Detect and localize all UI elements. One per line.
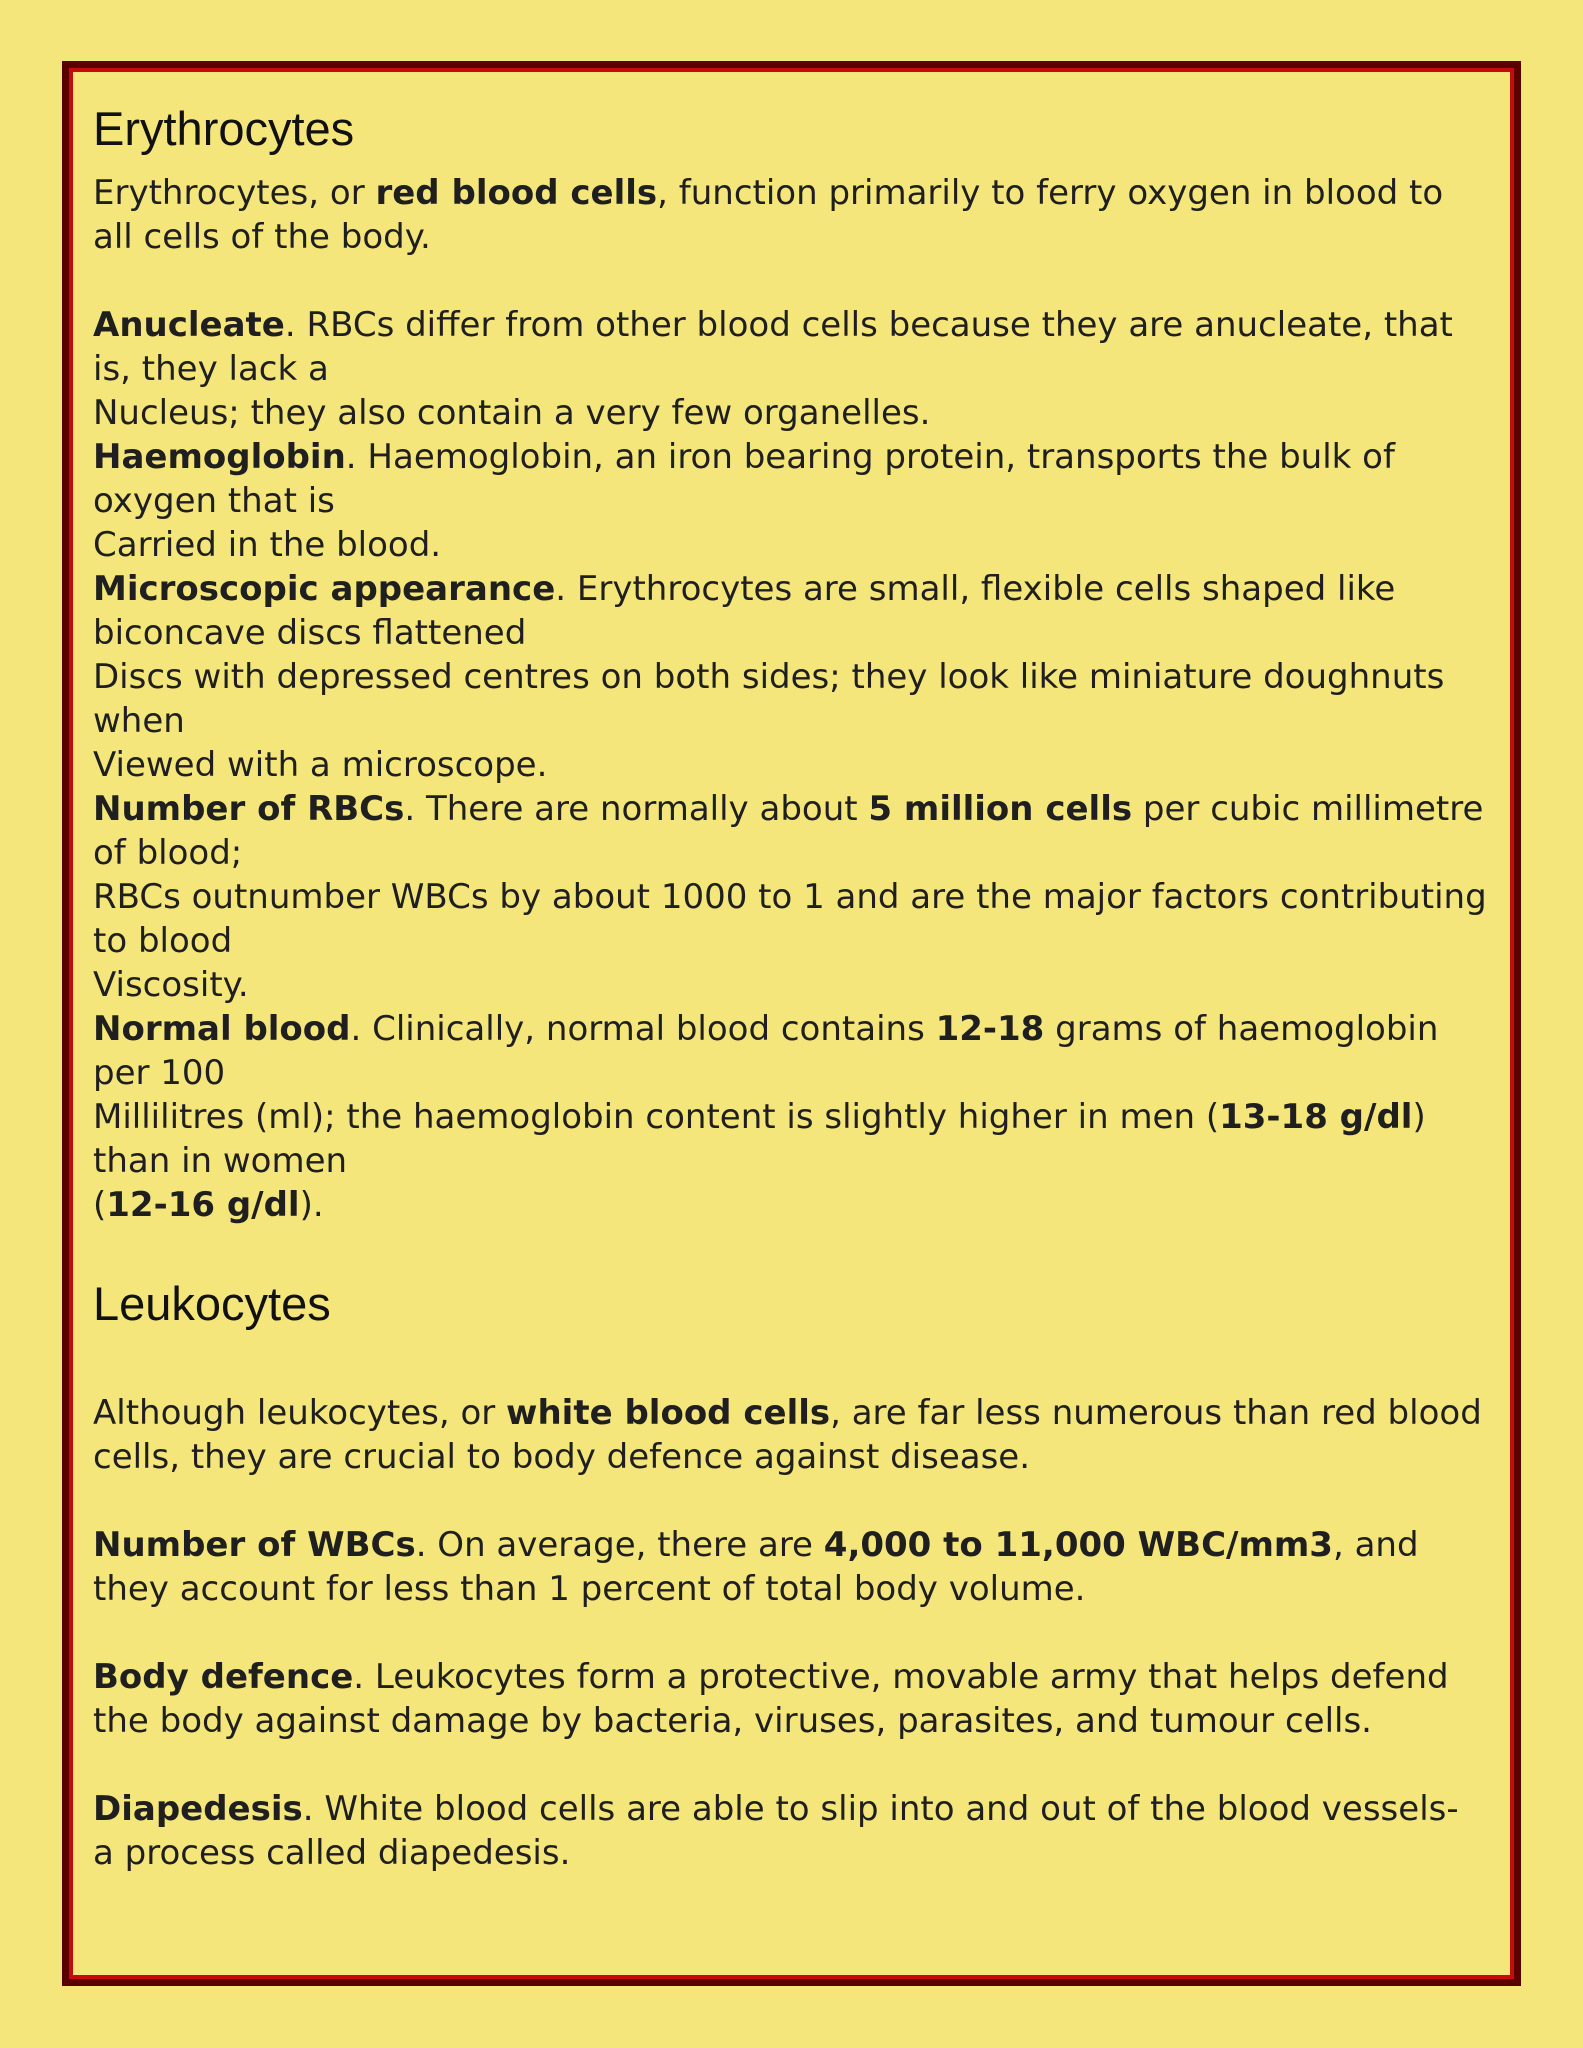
anucleate-line2: Nucleus; they also contain a very few organelles. bbox=[93, 393, 931, 433]
number-rbcs-paragraph: Number of RBCs. There are normally about 5 million cells per cubic millimetre of blood; bbox=[93, 789, 1484, 873]
microscopic-line2: Discs with depressed centres on both sides; they look like miniature doughnuts when bbox=[93, 657, 1445, 741]
number-rbcs-line3: Viscosity. bbox=[93, 965, 249, 1005]
number-wbcs-paragraph: Number of WBCs. On average, there are 4,000 to 11,000 WBC/mm3, and they account for less than 1 percent of total body volume. bbox=[93, 1525, 1419, 1609]
page-border-red bbox=[69, 68, 1514, 1979]
normal-blood-line3: (12-16 g/dl). bbox=[93, 1185, 324, 1225]
body-defence-paragraph: Body defence. Leukocytes form a protective, movable army that helps defend the body against damage by bacteria, viruses, parasites, and tumour cells. bbox=[93, 1657, 1449, 1741]
erythrocytes-heading: Erythrocytes bbox=[93, 102, 355, 155]
microscopic-paragraph: Microscopic appearance. Erythrocytes are small, flexible cells shaped like biconcave discs flattened bbox=[93, 569, 1396, 653]
anucleate-paragraph: Anucleate. RBCs differ from other blood cells because they are anucleate, that is, they lack a bbox=[93, 305, 1453, 389]
normal-blood-line2: Millilitres (ml); the haemoglobin content is slightly higher in men (13-18 g/dl) than in women bbox=[93, 1097, 1426, 1181]
haemoglobin-line2: Carried in the blood. bbox=[93, 525, 442, 565]
diapedesis-paragraph: Diapedesis. White blood cells are able to slip into and out of the blood vessels- a process called diapedesis. bbox=[93, 1789, 1459, 1873]
leukocytes-intro: Although leukocytes, or white blood cells, are far less numerous than red blood cells, they are crucial to body defence against disease. bbox=[93, 1393, 1482, 1477]
erythrocytes-intro: Erythrocytes, or red blood cells, function primarily to ferry oxygen in blood to all cells of the body. bbox=[93, 173, 1444, 257]
normal-blood-paragraph: Normal blood. Clinically, normal blood contains 12-18 grams of haemoglobin per 100 bbox=[93, 1009, 1439, 1093]
content-panel bbox=[73, 72, 1510, 1975]
page-border bbox=[62, 61, 1521, 1986]
leukocytes-heading: Leukocytes bbox=[93, 1277, 331, 1330]
number-rbcs-line2: RBCs outnumber WBCs by about 1000 to 1 and are the major factors contributing to blood bbox=[93, 877, 1487, 961]
haemoglobin-paragraph: Haemoglobin. Haemoglobin, an iron bearing protein, transports the bulk of oxygen that is bbox=[93, 437, 1395, 521]
microscopic-line3: Viewed with a microscope. bbox=[93, 745, 548, 785]
